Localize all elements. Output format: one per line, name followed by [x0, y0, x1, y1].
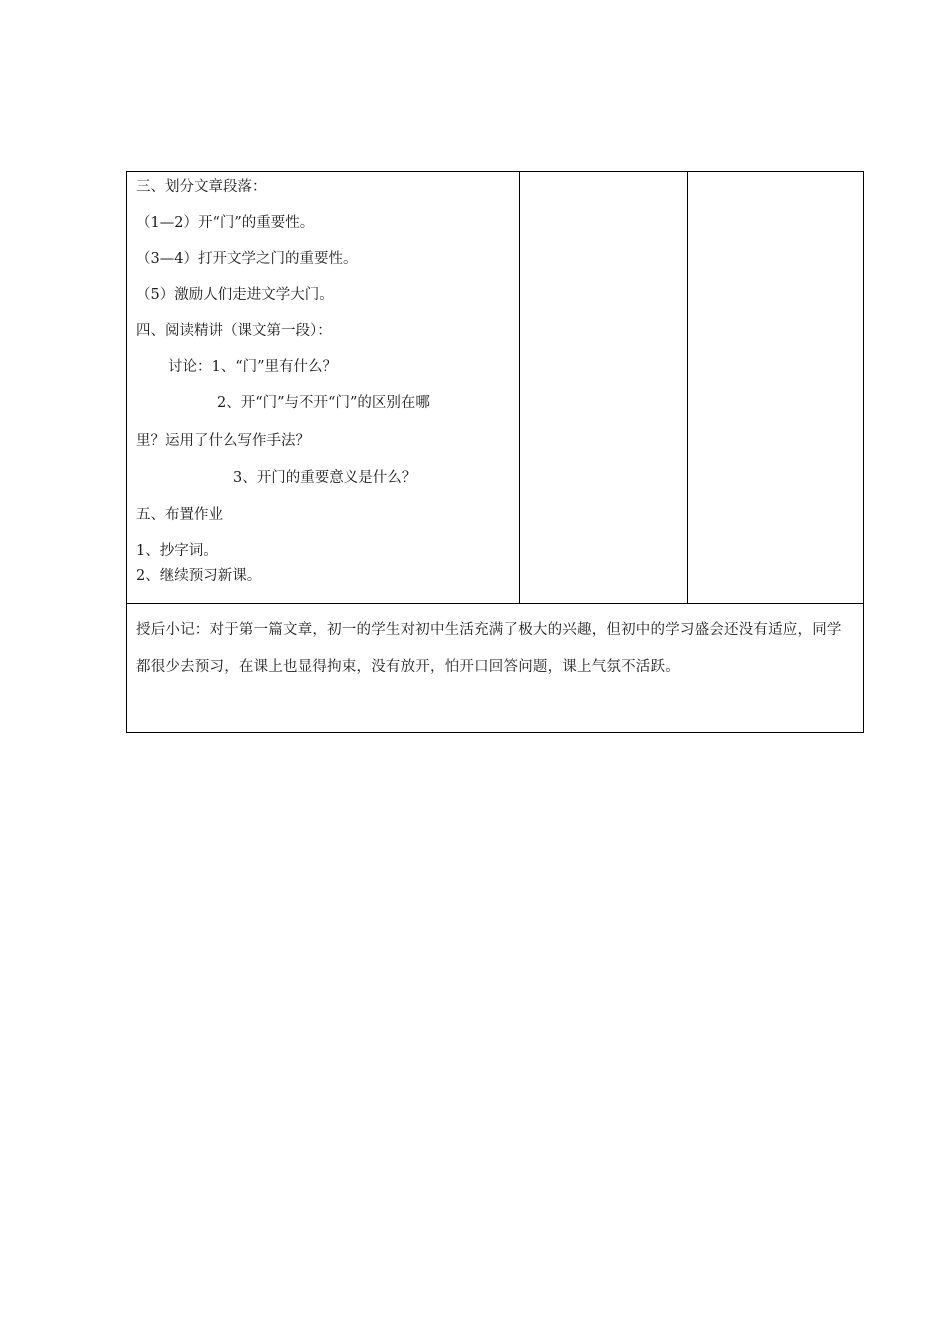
section4-title: 四、阅读精讲（课文第一段）：: [136, 323, 332, 339]
lesson-plan-table: [126, 171, 864, 733]
section3-item: （3—4）打开文学之门的重要性。: [136, 251, 358, 267]
reflection-text: 授后小记：对于第一篇文章，初一的学生对初中生活充满了极大的兴趣，但初中的学习盛会还没有适应，同学都很少去预习，在课上也显得拘束，没有放开，怕开口回答问题，课上气氛不活跃。: [136, 622, 842, 675]
teaching-process-cell: [127, 172, 520, 604]
section3-title: 三、划分文章段落：: [136, 179, 267, 195]
reflection-row: [127, 604, 864, 733]
reflection-cell: [127, 604, 864, 733]
lesson-content-row: [127, 172, 864, 604]
section3-item: （1—2）开“门”的重要性。: [136, 215, 315, 231]
discussion-question-2: 2、开“门”与不开“门”的区别在哪: [217, 395, 430, 411]
homework-item: 2、继续预习新课。: [136, 568, 262, 584]
discussion-question-1: 讨论：1、“门”里有什么？: [168, 359, 338, 375]
homework-item: 1、抄字词。: [136, 543, 218, 559]
design-intent-cell: [688, 172, 864, 604]
section3-item: （5）激励人们走进文学大门。: [136, 287, 334, 303]
discussion-question-3: 3、开门的重要意义是什么？: [233, 470, 417, 486]
discussion-question-2-continued: 里？运用了什么写作手法？: [136, 433, 310, 449]
student-activity-cell: [520, 172, 688, 604]
section5-title: 五、布置作业: [136, 507, 223, 523]
